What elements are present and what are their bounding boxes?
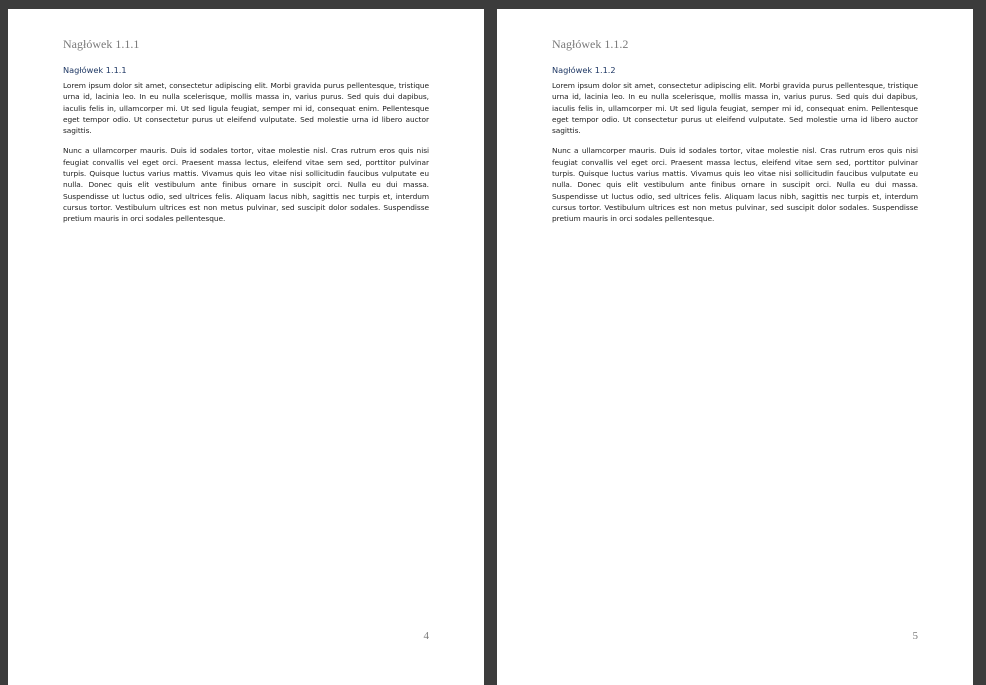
document-page-4 bbox=[8, 9, 484, 685]
paragraph: Nunc a ullamcorper mauris. Duis id sodales tortor, vitae molestie nisl. Cras rutrum eros quis nisi feugiat convallis vel eget orci. Praesent massa lectus, eleifend vitae sem sed, porttitor pulvinar turpis. Quisque luctus varius mattis. Vivamus quis leo vitae nisi sollicitudin faucibus vulputate eu nulla. Donec quis elit vestibulum ante finibus ornare in suscipit orci. Nulla eu dui massa. Suspendisse ut luctus odio, sed ultrices felis. Aliquam lacus nibh, sagittis nec turpis et, interdum cursus tortor. Vestibulum ultrices est non metus pulvinar, sed suscipit dolor sodales. Suspendisse pretium mauris in orci sodales pellentesque. bbox=[552, 146, 918, 224]
page-number: 5 bbox=[912, 630, 918, 642]
body-text bbox=[552, 80, 918, 234]
running-header: Nagłówek 1.1.1 bbox=[63, 37, 140, 51]
paragraph: Lorem ipsum dolor sit amet, consectetur adipiscing elit. Morbi gravida purus pellentesque, tristique urna id, lacinia leo. In eu nulla scelerisque, mollis massa in, varius purus. Sed quis dui dapibus, iaculis felis in, ullamcorper mi. Ut sed ligula feugiat, semper mi id, consequat enim. Pellentesque eget tempor odio. Ut consectetur purus ut eleifend vulputate. Sed molestie urna id libero auctor sagittis. bbox=[552, 81, 918, 136]
section-heading: Nagłówek 1.1.2 bbox=[552, 65, 616, 75]
page-number: 4 bbox=[423, 630, 429, 642]
running-header: Nagłówek 1.1.2 bbox=[552, 37, 629, 51]
body-text bbox=[63, 80, 429, 234]
paragraph: Lorem ipsum dolor sit amet, consectetur adipiscing elit. Morbi gravida purus pellentesque, tristique urna id, lacinia leo. In eu nulla scelerisque, mollis massa in, varius purus. Sed quis dui dapibus, iaculis felis in, ullamcorper mi. Ut sed ligula feugiat, semper mi id, consequat enim. Pellentesque eget tempor odio. Ut consectetur purus ut eleifend vulputate. Sed molestie urna id libero auctor sagittis. bbox=[63, 81, 429, 136]
section-heading: Nagłówek 1.1.1 bbox=[63, 65, 127, 75]
document-page-5 bbox=[497, 9, 973, 685]
paragraph: Nunc a ullamcorper mauris. Duis id sodales tortor, vitae molestie nisl. Cras rutrum eros quis nisi feugiat convallis vel eget orci. Praesent massa lectus, eleifend vitae sem sed, porttitor pulvinar turpis. Quisque luctus varius mattis. Vivamus quis leo vitae nisi sollicitudin faucibus vulputate eu nulla. Donec quis elit vestibulum ante finibus ornare in suscipit orci. Nulla eu dui massa. Suspendisse ut luctus odio, sed ultrices felis. Aliquam lacus nibh, sagittis nec turpis et, interdum cursus tortor. Vestibulum ultrices est non metus pulvinar, sed suscipit dolor sodales. Suspendisse pretium mauris in orci sodales pellentesque. bbox=[63, 146, 429, 224]
